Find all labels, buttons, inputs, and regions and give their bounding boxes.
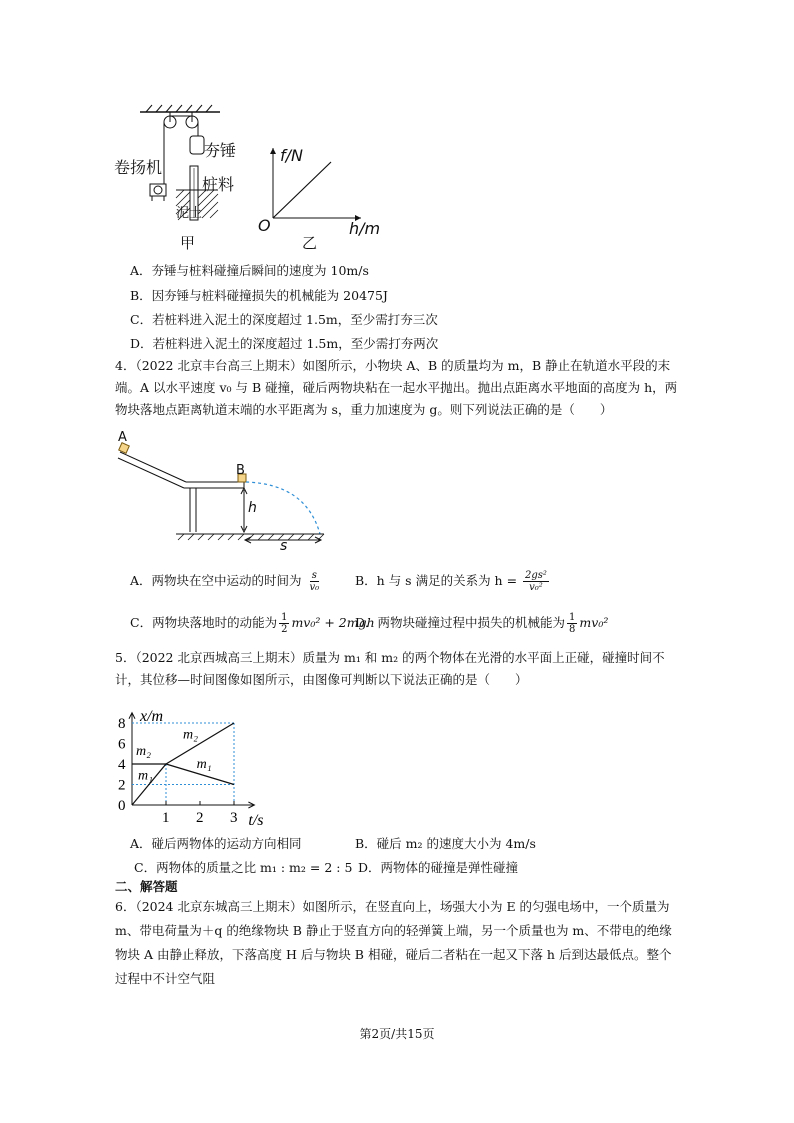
hammer-label: 夯锤 [204,141,237,160]
pile-label: 桩料 [202,175,235,194]
q4-option-c [130,612,375,635]
q4-option-c-num: 1 [281,612,288,623]
q4-fig-label-h: h [248,500,257,516]
x-tick-label: 3 [230,810,238,825]
q5-option-a: A．碰后两物体的运动方向相同 [130,836,302,851]
q4-option-b [355,570,551,593]
q4-fig-label-s: s [280,538,288,554]
figure-yi-y-label: f/N [280,146,303,165]
q4-option-b-fraction [523,570,549,593]
figure-yi-x-label: h/m [349,219,381,238]
q4-option-a-den: v₀ [309,582,320,593]
y-tick-label: 2 [118,777,126,794]
series-label-m1-after: m₁ [196,757,212,773]
q4-option-d-text: D．两物块碰撞过程中损失的机械能为 [355,615,566,630]
q3-option-d: D．若桩料进入泥土的深度超过 1.5m，至少需打夯两次 [130,336,439,351]
figure-yi-origin: O [258,216,271,235]
q3-option-b: B．因夯锤与桩料碰撞损失的机械能为 20475J [130,288,388,303]
q4-option-a-num: s [311,570,317,581]
y-axis-label: x/m [140,707,164,725]
series-label-m1-before: m₁ [138,768,153,784]
q4-option-d-expr: mv₀² [579,615,609,630]
figure-jia-caption: 甲 [180,234,196,252]
figure-yi-caption: 乙 [302,234,318,252]
q4-option-c-den: 2 [281,624,288,635]
q3-option-a: A．夯锤与桩料碰撞后瞬间的速度为 10m/s [130,263,369,278]
q5-chart-svg [110,695,290,825]
q5-stem: 5．（2022 北京西城高三上期末）质量为 m₁ 和 m₂ 的两个物体在光滑的水平面上正碰，碰撞时间不计，其位移—时间图像如图所示，由图像可判断以下说法正确的是（ ） [115,650,665,687]
q5-chart [110,695,290,825]
winch-label: 卷扬机 [114,158,163,177]
y-tick-label: 8 [118,716,126,732]
q4-option-c-text: C．两物块落地时的动能为 [130,615,278,630]
q4-option-d [355,612,608,635]
section-heading: 二、解答题 [115,879,178,894]
page-footer: 第2页/共15页 [359,1027,435,1041]
x-tick-label: 2 [196,810,204,825]
q4-track-drawing [110,430,330,560]
x-axis-label: t/s [248,812,264,825]
soil-label: 泥土 [176,206,203,221]
q4-option-a-text: A．两物块在空中运动的时间为 [130,573,302,588]
q5-option-c: C．两物体的质量之比 m₁ : m₂ = 2 : 5 [134,860,353,875]
q5-option-b: B．碰后 m₂ 的速度大小为 4m/s [355,836,536,851]
q4-option-b-den: v₀² [529,582,543,593]
q4-option-b-num: 2gs² [525,570,547,581]
q3-option-c: C．若桩料进入泥土的深度超过 1.5m，至少需打夯三次 [130,312,438,327]
series-label-m2-after: m₂ [183,727,198,743]
q4-fig-label-a: A [118,430,127,445]
x-tick-label: 1 [162,810,170,825]
q4-option-d-fraction [567,612,577,635]
q4-option-b-text: B．h 与 s 满足的关系为 h = [355,573,518,588]
y-tick-label: 6 [118,736,126,753]
q4-option-a [130,570,323,593]
q4-option-d-num: 1 [569,612,576,623]
q4-stem: 4．（2022 北京丰台高三上期末）如图所示，小物块 A、B 的质量均为 m，B 静止在轨道水平段的末端。A 以水平速度 v₀ 与 B 碰撞，碰后两物块粘在一起水平抛出。抛出点距离水平地面的高度为 h，两物块落地点距离轨道末端的水平距离为 s，重力加速度为 g。则下列说法正确的是（ ） [115,358,678,417]
q4-option-a-fraction [308,570,322,593]
q5-option-d: D．两物体的碰撞是弹性碰撞 [358,860,519,875]
q4-option-c-expr: mv₀² + 2mgh [291,615,375,630]
q4-figure [110,430,330,560]
y-tick-label: 4 [118,757,126,773]
q6-stem: 6．（2024 北京东城高三上期末）如图所示，在竖直向上，场强大小为 E 的匀强电场中，一个质量为 m、带电荷量为＋q 的绝缘物块 B 静止于竖直方向的轻弹簧上端，另一个质量也为 m、不带电的绝缘物块 A 由静止释放，下落高度 H 后与物块 B 相碰，碰后二者粘在一起又下落 h 后到达最低点。整个过程中不计空气阻 [115,899,672,986]
q4-option-c-fraction [279,612,289,635]
q4-fig-label-b: B [236,463,245,478]
y-tick-label: 0 [118,798,126,814]
series-label-m2-before: m₂ [136,743,151,759]
q4-option-d-den: 8 [569,624,576,635]
